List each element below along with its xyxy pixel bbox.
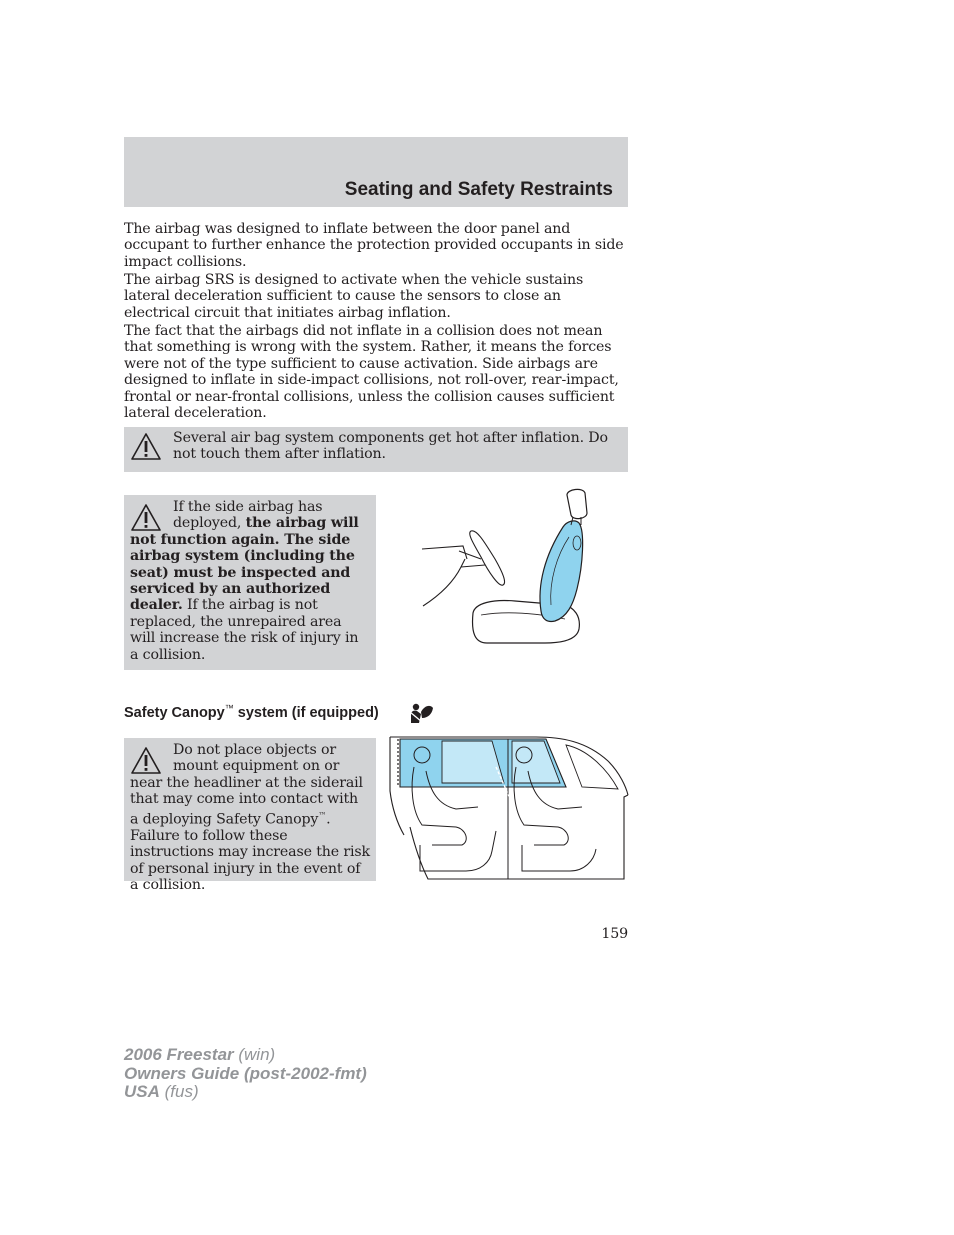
warning-triangle-icon xyxy=(130,432,162,461)
footer-model-code: (win) xyxy=(233,1045,276,1064)
section-title: Seating and Safety Restraints xyxy=(344,179,613,200)
footer-model: 2006 Freestar xyxy=(124,1045,234,1064)
warning-canopy-tm: ™ xyxy=(318,810,327,820)
safety-canopy-illustration xyxy=(386,731,632,883)
safety-canopy-subheading xyxy=(124,703,379,721)
page-number: 159 xyxy=(601,926,628,942)
subheading-tm: ™ xyxy=(224,703,234,713)
warning-icon-wrap xyxy=(130,742,173,774)
subheading-name: Safety Canopy xyxy=(124,704,225,721)
footer-line-3 xyxy=(124,1083,367,1102)
safety-canopy-symbol-icon xyxy=(408,702,434,724)
warning-triangle-icon xyxy=(130,503,162,532)
paragraph-side-airbag-design: The airbag was designed to inflate between the door panel and occupant to further enhance the protection provided occupants in side impact collisions. xyxy=(124,221,624,270)
warning-safety-canopy xyxy=(124,738,376,893)
paragraph-non-inflation: The fact that the airbags did not inflate in a collision does not mean that something is wrong with the system. Rather, it means the forces were not of the type sufficient to cause activation. Side airbags are designed to inflate in side-impact collisions, not roll-over, rear-impact, frontal or near-frontal collisions, unless the collision causes sufficient lateral deceleration. xyxy=(124,323,619,422)
warning-triangle-icon xyxy=(130,746,162,775)
paragraph-srs-activation: The airbag SRS is designed to activate when the vehicle sustains lateral deceleration sufficient to cause the sensors to close an electrical circuit that initiates airbag inflation. xyxy=(124,272,584,321)
footer-line-1 xyxy=(124,1046,367,1065)
footer-market-code: (fus) xyxy=(159,1082,199,1101)
document-footer xyxy=(124,1046,367,1102)
warning-side-airbag xyxy=(124,495,376,670)
warning-side-airbag-intro: If the side airbag has deployed, xyxy=(173,499,323,532)
subheading-rest: system (if equipped) xyxy=(233,704,379,721)
warning-hot-components xyxy=(124,427,628,472)
warning-canopy-text-b: . Failure to follow these instructions may increase the risk of personal injury in the event of a collision. xyxy=(130,811,370,893)
warning-hot-components-text: Several air bag system components get hot after inflation. Do not touch them after inflation. xyxy=(173,430,608,463)
warning-side-airbag-bold: the airbag will not function again. The side airbag system (including the seat) must be inspected and serviced by an authorized dealer. xyxy=(130,515,359,614)
footer-guide: Owners Guide (post-2002-fmt) xyxy=(124,1063,367,1083)
warning-side-airbag-rest: If the airbag is not replaced, the unrepaired area will increase the risk of injury in a collision. xyxy=(130,597,359,663)
warning-canopy-text-a: Do not place objects or mount equipment on or near the headliner at the siderail that may come into contact with a deploying Safety Canopy xyxy=(130,742,363,828)
footer-market: USA xyxy=(124,1082,160,1101)
section-header-band xyxy=(124,137,628,207)
warning-icon-wrap xyxy=(130,499,173,531)
seat-airbag-illustration xyxy=(415,485,620,650)
footer-line-2 xyxy=(124,1065,367,1084)
